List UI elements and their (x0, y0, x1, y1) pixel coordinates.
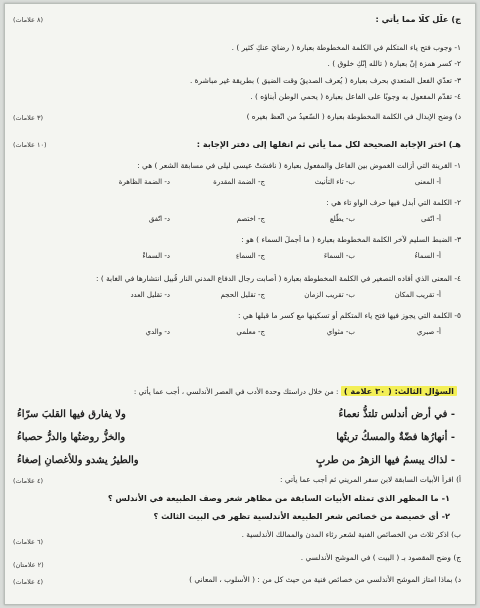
exam-sheet (4, 3, 476, 605)
question-3-row (19, 386, 457, 397)
mcq-5-opt-d: د- والدي (145, 328, 170, 336)
mcq-3-opt-a: أ- السماءُ (414, 252, 441, 260)
part-c-marks: (٢ علامتان) (13, 561, 44, 569)
mcq-4-opt-b: ب- تقريب الزمان (304, 291, 355, 299)
item-h-marks: (١٠ علامات) (13, 141, 47, 149)
mcq-3-opt-c: ج- السماءِ (235, 252, 265, 260)
mcq-5-opt-c: ج- معلمي (236, 328, 265, 336)
poem-verse-1-left: ولا يفارق فيها القلبَ سرّاءُ (17, 409, 126, 420)
mcq-2: ٢- الكلمة التي أبدل فيها حرف الواو تاء هي : (326, 198, 461, 207)
mcq-4-opt-d: د- تقليل العدد (130, 291, 170, 299)
reason-1: ١- وجوب فتح ياء المتكلم في الكلمة المخطوطة بعبارة ( رضايَ عنكِ كثير ) . (231, 43, 461, 52)
question-3-intro: : من خلال دراستك وحدة الأدب في العصر الأندلسي ، أجب عما يأتي : (133, 387, 339, 396)
mcq-1-opt-b: ب- تاء التأنيث (314, 178, 355, 186)
part-c-text: ج) وضح المقصود بـ ( البيت ) في الموشح الأندلسي . (300, 553, 461, 562)
item-h-text: هـ) اختر الإجابة الصحيحة لكل مما يأتي ثم انقلها إلى دفتر الإجابة : (196, 139, 461, 149)
mcq-3: ٣- الضبط السليم لآخر الكلمة المخطوطة بعبارة ( ما أجملَ السماء ) هو : (241, 235, 461, 244)
poem-verse-1-right: - في أرض أندلس تلتذُّ نعماءُ (338, 409, 455, 420)
part-a-marks: (٤ علامات) (13, 477, 43, 485)
reason-3: ٣- تعدّي الفعل المتعدي بحرف بعبارة ( يُعرف الصديقُ وقت الضيق ) بطريقة غير مباشرة . (189, 76, 461, 85)
reason-2: ٢- كسر همزة إنّ بعبارة ( تالله إنّكِ خلوق ) . (327, 59, 461, 68)
mcq-2-opt-a: أ- اتّقى (421, 215, 441, 223)
mcq-4-opt-c: ج- تقليل الحجم (220, 291, 265, 299)
poem-verse-3 (17, 455, 455, 473)
poem-verse-2 (17, 432, 455, 450)
mcq-5-opt-a: أ- صبري (416, 328, 441, 336)
part-b-marks: (٦ علامات) (13, 538, 43, 546)
poem-verse-3-right: - لذاك يبسمُ فيها الزهرُ من طربٍ (315, 455, 455, 466)
question-3-label: السؤال الثالث: ( ٣٠ علامة ) (341, 386, 457, 396)
part-a-text: أ) اقرأ الأبيات السابقة لابن سفر المريني ثم أجب عما يأتي : (280, 475, 461, 484)
mcq-2-opt-d: د- اتّفق (148, 215, 170, 223)
part-a-item-1: ١- ما المظهر الذي تمثله الأبيات السابقة من مظاهر شعر وصف الطبيعة في الأندلس ؟ (107, 493, 450, 503)
poem-verse-3-left: والطيرُ يشدو وللأغصانِ إصغاءُ (17, 455, 139, 466)
item-d-marks: (٣ علامات) (13, 114, 43, 122)
mcq-1-opt-a: أ- المعنى (414, 178, 441, 186)
mcq-2-opt-b: ب- يطّلع (329, 215, 355, 223)
mcq-1-opt-d: د- الضمة الظاهرة (118, 178, 170, 186)
mcq-1-opt-c: ج- الضمة المقدرة (213, 178, 265, 186)
poem-verse-2-right: - أنهارُها فضّةٌ والمسكُ تربتُها (336, 432, 455, 443)
header-title: ج) علّل كلًّا مما يأتي : (375, 14, 461, 24)
poem-verse-1 (17, 409, 455, 427)
mcq-4-opt-a: أ- تقريب المكان (394, 291, 441, 299)
mcq-2-opt-c: ج- اختصم (236, 215, 265, 223)
mcq-5-opt-b: ب- مثواي (326, 328, 355, 336)
reason-4: ٤- تقدّم المفعول به وجوبًا على الفاعل بعبارة ( يحمي الوطن أبناؤه ) . (250, 92, 461, 101)
part-a-item-2: ٢- أي خصيصة من خصائص شعر الطبيعة الأندلسية تظهر في البيت الثالث ؟ (153, 511, 450, 521)
part-b-text: ب) اذكر ثلاث من الخصائص الفنية لشعر رثاء المدن والممالك الأندلسية . (241, 530, 461, 539)
header-marks: (٨ علامات) (13, 16, 43, 24)
item-d-text: د) وضح الإبدال في الكلمة المخطوطة بعبارة ( السّعيدُ من اتّعظ بغيره ) (246, 112, 461, 121)
part-d-marks: (٤ علامات) (13, 578, 43, 586)
mcq-3-opt-b: ب- السماءَ (323, 252, 355, 260)
poem-verse-2-left: والخزُّ روضتُها والدرُّ حصباءُ (17, 432, 126, 443)
part-d-text: د) بماذا امتاز الموشح الأندلسي من خصائص فنية من حيث كل من : ( الأسلوب ، المعاني ) (189, 575, 461, 584)
mcq-4: ٤- المعنى الذي أفاده التصغير في الكلمة المخطوطة بعبارة ( أصابت رجال الدفاع المدني النار قُبيل انتشارها في الغابة ) : (96, 274, 461, 283)
mcq-5: ٥- الكلمة التي يجوز فيها فتح ياء المتكلم أو تسكينها مع كسر ما قبلها هي : (237, 311, 461, 320)
mcq-3-opt-d: د- السماءْ (142, 252, 170, 260)
mcq-1: ١- القرينة التي أزالت الغموض بين الفاعل والمفعول بعبارة ( نافسَتْ عيسى ليلى في مسابقة الشعر ) هي : (137, 161, 461, 170)
